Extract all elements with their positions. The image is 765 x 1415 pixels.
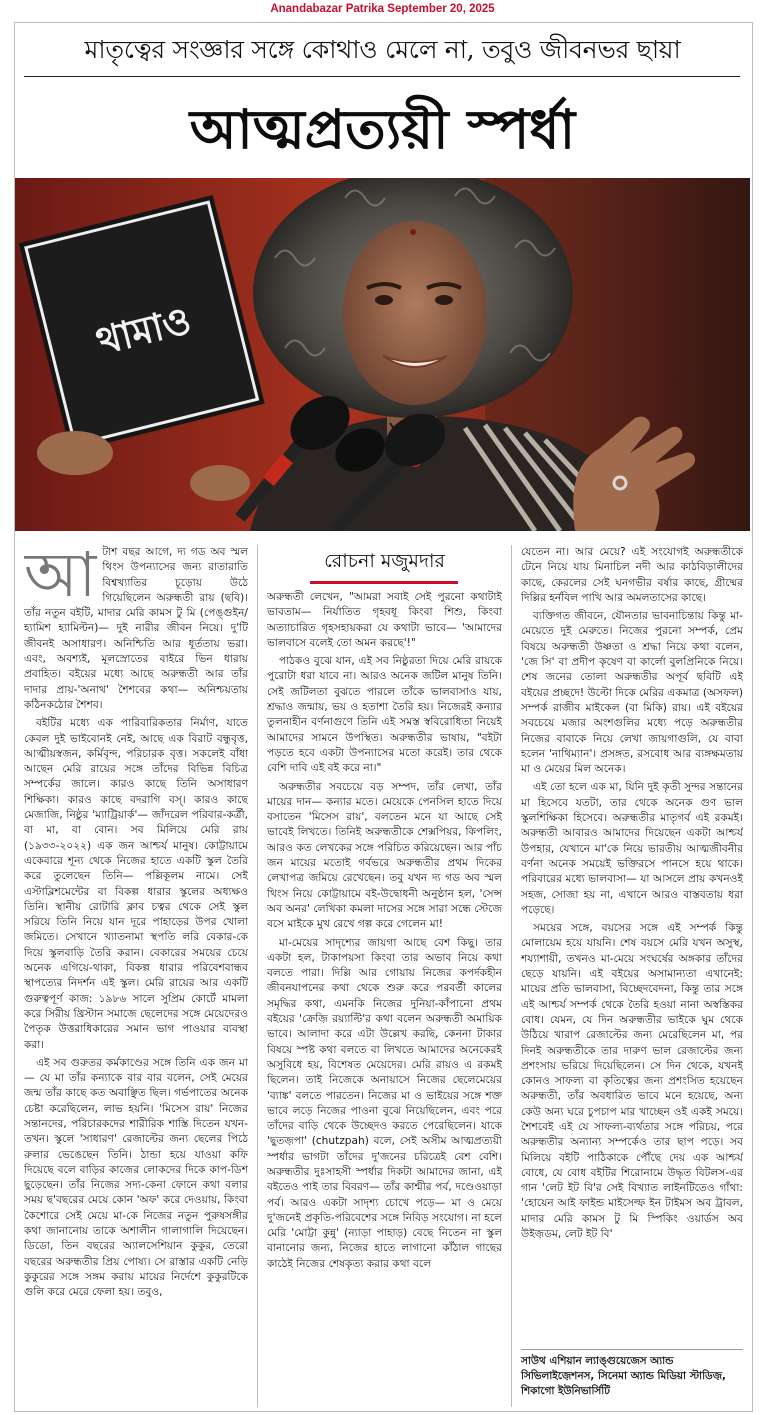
- article-paragraph: অরুন্ধতীর সবচেয়ে বড় সম্পদ, তাঁর লেখা, তাঁর মায়ের দান— কন্যার মতে। মেয়েকে পেনসিল হাতে দিয়ে বসাতেন 'মিসেস রায়', বলতেন মনে যা আছে সেই ভাবেই লিখতে। তিনিই অরুন্ধতীকে শেক্সপিয়র, কিপলিং, আরও কত লেখকের সঙ্গে পরিচিত করিয়েছেন। আর পাঁচ জন মায়ের মতোই গর্বভরে অরুন্ধতীর প্রথম দিকের লেখাপত্র জমিয়ে রেখেছেন। তবু যখন দ্য গড অব স্মল থিংস নিয়ে কোট্টায়ামে বই-উদ্বোধনী অনুষ্ঠান হল, 'সেন্স অব অনর' লেখিকা কমলা দাসের সঙ্গে সারা সন্ধে স্টেজে বসে মাইকে মুখ রেখে গল্প করে গেলেন মা!: [267, 780, 502, 931]
- column-divider: [511, 545, 512, 1407]
- article-paragraph: এই তো হলে এক মা, যিনি দুই কৃতী সুন্দর সন্তানের মা হিসেবে যতটা, তার থেকে অনেক গুণ ভাল স্কুলশিক্ষিকা হিসেবে। অরুন্ধতীর মাতৃগর্ব এই রকমই। অরুন্ধতী আবারও আমাদের দিয়েছেন একটা আশ্চর্য উপহার, যেখানে মা'কে নিয়ে ভারতীয় আত্মজীবনীর বর্ণনা অনেক সময়েই ভক্তিরসে পানসে হয়ে থাকে। পরিবারের মধ্যে ভালবাসা— যা আসলে প্রায় কখনওই সহজ, সোজা হয় না, এখানে আরও বাস্তবতায় ধরা পড়েছে।: [521, 781, 743, 916]
- article-paragraph: বইটির মধ্যে এক পারিবারিকতার নির্মাণ, যাতে কেবল দুই ভাইবোনই নেই, আছে এক বিরাট বন্ধুবৃত্ত, আত্মীয়স্বজন, কর্মিবৃন্দ, পরিচারক বৃত্ত। সকলেই বাঁধা আছেন মেরি রায়ের সঙ্গে তাঁদের বিভিন্ন বিচিত্র সম্পর্কের জালে। কারও কাছে তিনি অসাধারণ শিক্ষিকা। কারও কাছে বদরাগি বস্। কারও কাছে মেজাজি, নিষ্ঠুর 'ম্যাট্রিয়ার্ক'— জাঁদরেল পরিবার-কর্ত্রী, বা মা, বা বোন। সব মিলিয়ে মেরি রায় (১৯৩৩-২০২২) এক জন আশ্চর্য মানুষ। কোট্টায়ামে একেবারে শূন্য থেকে নিজের হাতে একটি স্কুল তৈরি করে তুলেছেন তিনি— পল্লিকূলম নামে। সেই এস্টাব্লিশমেন্টের বা বিকল্প ধারার স্কুলের অধ্যক্ষও তিনি। স্থানীয় রোটারি ক্লাব চত্বর থেকে সেই স্কুল সরিয়ে তিনি নিয়ে যান দূরে পাহাড়ের উপর খোলা জমিতে। সেখানে খ্যাতনামা স্থপতি লরি বেকার-কে দিয়ে স্কুলবাড়ি তৈরি করান। বেকারের সময়ের চেয়ে অনেক এগিয়ে-থাকা, বিকল্প ধারার পরিবেশবান্ধব স্থাপত্যের নিদর্শন এই স্কুল। মেরি রায়ের আর একটি গুরুত্বপূর্ণ কাজ: ১৯৮৬ সালে সুপ্রিম কোর্টে মামলা করে সিরীয় খ্রিস্টান সমাজে ছেলেদের সঙ্গে মেয়েদেরও পৈতৃক উত্তরাধিকারের সমান ভাগ পাওয়ার ব্যবস্থা করা।: [24, 717, 248, 1051]
- article-paragraph: সময়ের সঙ্গে, বয়সের সঙ্গে এই সম্পর্ক কিন্তু মোলায়েম হয়ে যায়নি। শেষ বয়সে মেরি যখন অসুস্থ, শয্যাশায়ী, তখনও মা-মেয়ে সংঘর্ষের অঙ্গকার তাঁদের ছেড়ে যায়নি। এই বইয়ের অসামান্যতা এখানেই: মায়ের প্রতি ভালবাসা, বিচ্ছেদবেদনা, কিন্তু তার সঙ্গে এই আশ্চর্য সম্পর্ক থেকে তৈরি হওয়া নানা অস্বস্তিকর বোধ। যেমন, যে দিন অরুন্ধতীর ভাইকে ঘুম থেকে উঠিয়ে খারাপ রেজাল্টের জন্য মেরেছিলেন মা, পর দিনই অরুন্ধতীকে তার দারুণ ভাল রেজাল্টের জন্য প্রশংসায় ভরিয়ে দিয়েছিলেন। সে দিন থেকে, যখনই কোনও সাফল্য বা কৃতিত্বের জন্য প্রশংসিত হয়েছেন অরুন্ধতী, তাঁর অবধারিত ভাবে মনে হয়েছে, অন্য কেউ অন্য ঘরে চুপচাপ মার খাচ্ছেন ওই একই সময়ে। শৈশবেই এই যে সাফল্য-ব্যর্থতার সঙ্গে পরিচয়, পরে অরুন্ধতীর অন্যান্য সম্পর্কেও তার ছাপ পড়ে। সব মিলিয়ে বইটি পাঠিকাকে পৌঁছে দেয় এক আশ্চর্য বোধে, যে বোধ বইটির শিরোনামে উদ্ধৃত বিটলস-এর গান 'লেট ইট বি'র সেই বিখ্যাত লাইনটিতেও গাঁথা: 'হোয়েন আই ফাইন্ড মাইসেল্ফ ইন টাইমস অব ট্রাবল, মাদার মেরি কামস টু মি স্পিকিং ওয়ার্ডস অব উইজ়ডম, লেট ইট বি': [521, 922, 743, 1241]
- article-column-1: [24, 545, 248, 1405]
- newspaper-date-tag: Anandabazar Patrika September 20, 2025: [270, 3, 495, 15]
- article-paragraph: ব্যক্তিগত জীবনে, যৌনতার ভাবনাচিন্তায় কিন্তু মা-মেয়েতে দুই মেরুতে। নিজের পুরনো সম্পর্ক, প্রেম বিষয়ে অরুন্ধতী উষ্ণতা ও শ্রদ্ধা নিয়ে কথা বলেন, 'জে সি' বা প্রদীপ কৃষেণ বা কার্লো বুলপ্রিনিকে নিয়ে। শেষ জনের তোলা অরুন্ধতীর অপূর্ব ছবিটি এই বইয়ের প্রচ্ছদে! উল্টো দিকে মেরির একমাত্র (অসফল) সম্পর্ক রাজীব মাইকেল (বা মিকি) রায়। এই বইয়ের সবচেয়ে মজার অংশগুলির মধ্যে পড়ে অরুন্ধতীর নিজের বাবাকে নিয়ে লেখা জায়গাগুলি, যে বাবা হলেন 'নাথিম্যান'। প্রসঙ্গত, রসবোধ আর ব্যঙ্গক্ষমতায় মা ও মেয়ের মিল অনেক।: [521, 610, 743, 776]
- article-paragraph: মা-মেয়ের সাদৃশ্যের জায়গা আছে বেশ কিছু। তার একটা হল, টাকাপয়সা কিংবা তার অভাব নিয়ে কথা বলতে পারা। দিল্লি আর গোয়ায় নিজের কপর্দকহীন জীবনযাপনের কথা থেকে শুরু করে পরবর্তী কালের সমৃদ্ধির কথা, এমনকি নিজের দুনিয়া-কাঁপানো প্রথম বইয়ের 'ক্রেজ়ি রয়্যাল্টি'র কথা বলেন অরুন্ধতী অমায়িক ভাবে। আলাদা করে এটা উল্লেখ করছি, কেননা টাকার বিষয়ে স্পষ্ট কথা বলতে বা লিখতে আমাদের অনেকেরই অসুবিধে হয়, বিশেষত মেয়েদের। মেরি রায়ও এ রকমই ছিলেন। তাই নিজেকে অনায়াসে নিজের ছেলেমেয়ের 'ব্যাঙ্ক' বলতে পারতেন। নিজের মা ও ভাইয়ের সঙ্গে শক্ত ভাবে লড়ে নিজের পাওনা বুঝে নিয়েছিলেন, এবং পরে তাঁদের বাড়ি থেকে উচ্ছেদও করতে পেরেছিলেন। যাকে 'ছুতজ়পা' (chutzpah) বলে, সেই অসীম আত্মপ্রত্যয়ী স্পর্ধার ভাগটা তাঁদের দু'জনের চরিত্রেই বেশ বেশি। অরুন্ধতীর দুঃসাহসী স্পর্ধার দিকটা আমাদের জানা, এই বইতেও পাই তার বিবরণ— তাঁর কাশ্মীর পর্ব, দণ্ডেওয়াড়া পর্ব। আরও একটা সাদৃশ্য চোখে পড়ে— মা ও মেয়ে দু'জনেই প্রকৃতি-পরিবেশের সঙ্গে নিবিড় সংযোগ। না হলে মেরি 'মোট্টা কুন্নু' (ন্যাড়া পাহাড়) বেছে নিতেন না স্কুল বানানোর জন্য, নিজের হাতে লাগানো কাঁঠাল গাছের কাঠেই নিজের শেষকৃত্য করার কথা বলে: [267, 936, 502, 1270]
- article-byline: রোচনা মজুমদার: [324, 550, 445, 572]
- article-column-3: [521, 545, 743, 1345]
- credit-divider: [521, 1349, 743, 1350]
- article-kicker: মাতৃত্বের সংজ্ঞার সঙ্গে কোথাও মেলে না, তবুও জীবনভর ছায়া: [84, 35, 681, 64]
- article-paragraph: এই সব গুরুতর কর্মকাণ্ডের সঙ্গে তিনি এক জন মা— যে মা তাঁর কন্যাকে বার বার বলেন, সেই মেয়ের জন্ম তাঁর কাছে কত অবাঞ্ছিত ছিল। গর্ভপাতের অনেক চেষ্টা করেছিলেন, লাভ হয়নি। 'মিসেস রায়' নিজের সন্তানদের, পরিচারকদের শারীরিক শাস্তি দিতেন যখন-তখন। স্কুলে 'সাধারণ' রেজাল্টের জন্য ছেলের পিঠে রুলার ভেঙেছেন তিনি। ঠান্ডা হয়ে যাওয়া কফি দিয়েছে বলে বাড়ির কাজের লোকদের দিকে কাপ-ডিশ ছুড়েছেন। তাঁর নিজের সদ্য-কেনা ফোনে কথা বলার সময় ছ'বছরের মেয়ে কোন 'অফ' করে দেওয়ায়, কিংবা কৈশোরে সেই মেয়ে মা-কে নিজের নতুন পুরুষসঙ্গীর কথা জানানোয় তাকে অশালীন গালাগালি দিয়েছেন। ডিডো, তিন বছরের অ্যালসেশিয়ান কুকুর, তেরো বছরের অরুন্ধতীর প্রিয় পোষ্য। সে রাস্তার একটি নেড়ি কুকুরের সঙ্গে সঙ্গম করায় মায়ের নির্দেশে কুকুরটিকে গুলি করে মেরে ফেলা হয়। তবুও,: [24, 1056, 248, 1299]
- article-paragraph: যেতেন না। আর মেয়ে? এই সংযোগই অরুন্ধতীকে টেনে নিয়ে যায় মিনাচিল নদী আর কাঠবিড়ালীদের কাছে, কেরলের সেই ঘনগভীর বর্ষার কাছে, গ্রীষ্মের দিল্লির হর্নবিল পাখি আর অমলতাসের কাছে।: [521, 546, 743, 604]
- column-divider: [257, 545, 258, 1407]
- article-headline: আত্মপ্রত্যয়ী স্পর্ধা: [189, 97, 576, 161]
- byline-underline: [310, 581, 458, 584]
- drop-cap: আ: [24, 545, 97, 611]
- article-paragraph: পাঠকও বুঝে যান, এই সব নিষ্ঠুরতা দিয়ে মেরি রায়কে পুরোটা ধরা যাবে না। আরও অনেক জটিল মানুষ তিনি। সেই জটিলতা বুঝতে পারলে তাঁকে ভালবাসাও যায়, শ্রদ্ধাও জন্মায়, ভয় ও হতাশা তৈরি হয়। নিজেরই কন্যার তুলনাহীন বর্ণনাগুণে তিনি এই সমস্ত স্ববিরোধিতা নিয়েই আমাদের সামনে উপস্থিত। অরুন্ধতীর ভাষায়, "বইটা পড়তে হবে একটা উপন্যাসের মতো করেই। তার থেকে বেশি দাবি এই বই করে না।": [267, 655, 502, 775]
- kicker-divider: [24, 76, 740, 77]
- article-photo: [15, 178, 750, 531]
- author-speaking-photo-icon: [15, 178, 750, 531]
- article-paragraph: অরুন্ধতী লেখেন, "আমরা সবাই সেই পুরনো কথাটাই ভাবতাম— নির্যাতিত গৃহবধূ কিংবা শিশু, কিংবা অত্যাচারিত গৃহসহায়করা যে কথাটা ভাবে— 'আমাদের ভালবাসে বলেই তো অমন করছে'!": [267, 591, 502, 649]
- article-column-2: [267, 590, 502, 1405]
- author-credit: সাউথ এশিয়ান ল্যাঙ্গুয়েজেস অ্যান্ড সিভিলাইজ়েশনস, সিনেমা অ্যান্ড মিডিয়া স্টাডিজ়, শিকাগো ইউনিভার্সিটি: [521, 1355, 726, 1397]
- placard-text: থামাও: [91, 297, 196, 364]
- article-paragraph: টাশ বছর আগে, দ্য গড অব স্মল থিংস উপন্যাসের জন্য রাতারাতি বিশ্বখ্যাতির চূড়োয় উঠে গিয়েছিলেন অরুন্ধতী রায় (ছবি)। তাঁর নতুন বইটি, মাদার মেরি কামস টু মি (পেঙ্গুইন/ হ্যামিশ হ্যামিল্টন)— দুই নারীর জীবন নিয়ে। দু'টি জীবনই অসাধারণ। অনিশ্চিতি আর ধূর্ততায় ভরা। এবং, অবশ্যই, মূলস্রোতের বাইরে ভিন ধারায় প্রবাহিত। বইয়ের মধ্যে আছে অরুন্ধতী আর তাঁর দাদার প্রায়-'অনাথ' শৈশবের কথা— অনিশ্চয়তায় কঠিনকঠোর শৈশব।: [24, 546, 248, 711]
